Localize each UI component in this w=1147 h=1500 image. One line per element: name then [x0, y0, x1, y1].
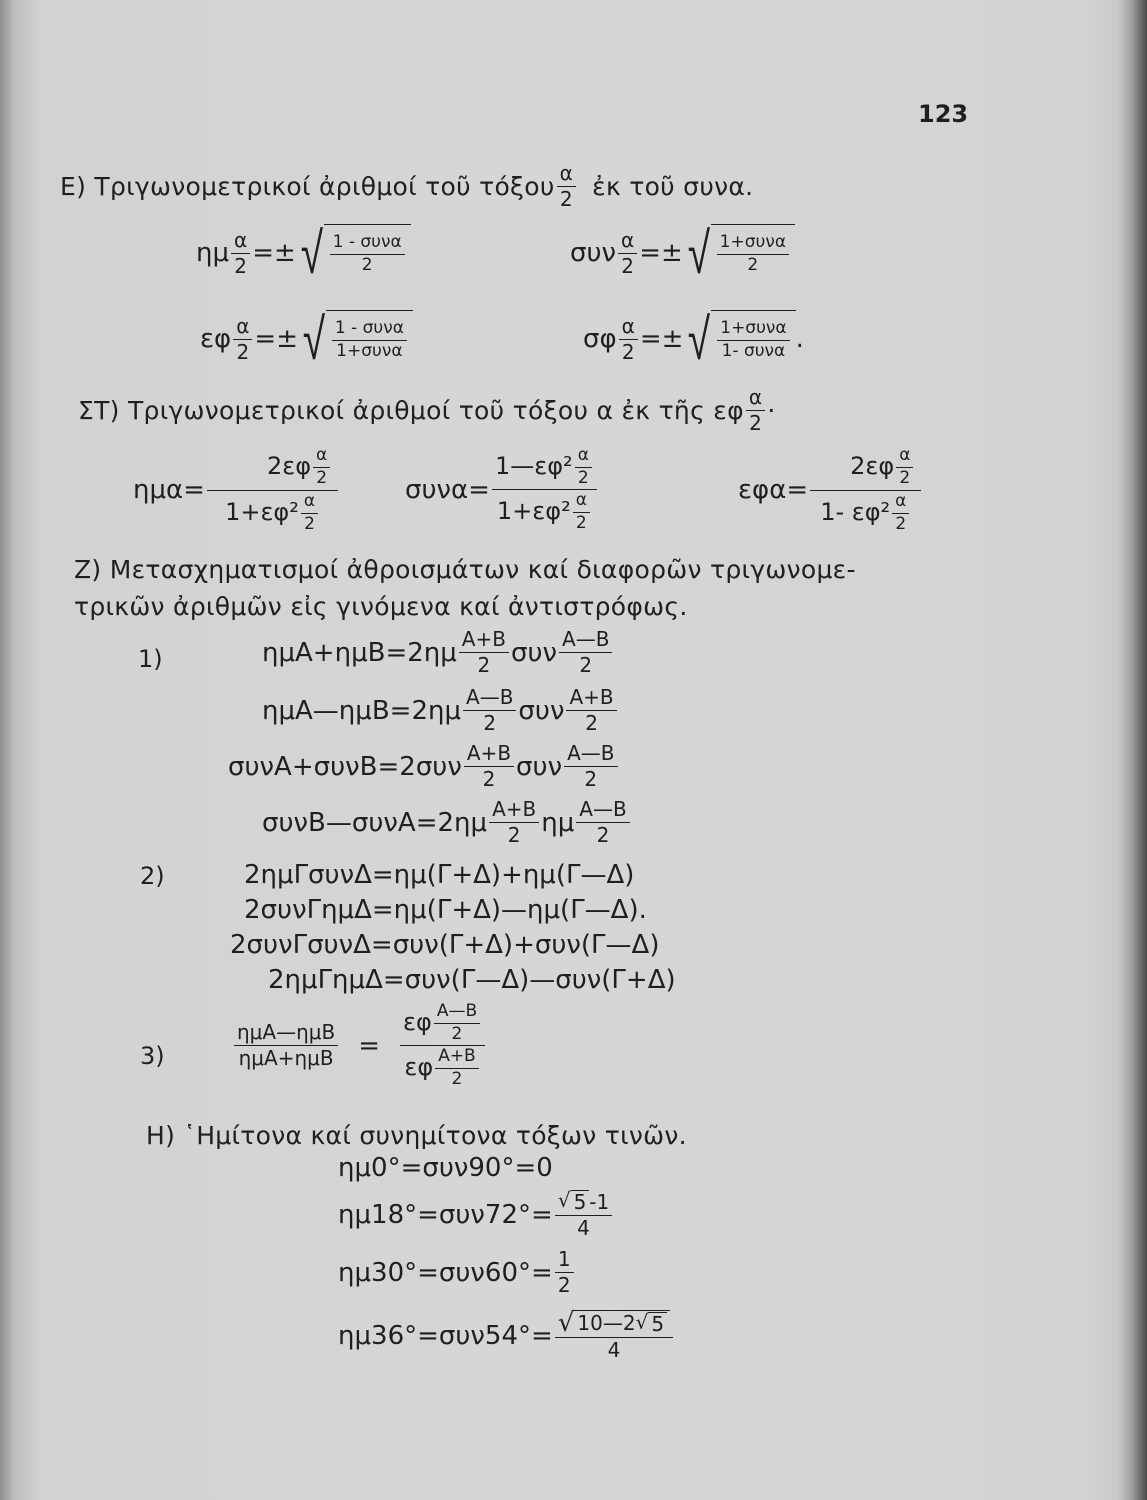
section-st-frac-num: α	[746, 386, 765, 411]
formula-mid: συν	[518, 695, 565, 726]
product-formula-1: 2ημΓσυνΔ=ημ(Γ+Δ)+ημ(Γ—Δ)	[244, 860, 635, 890]
radicand: 5	[571, 1190, 590, 1214]
frac-den: 2	[316, 467, 328, 488]
period: .	[795, 324, 804, 354]
frac-den: 4	[607, 1338, 621, 1362]
plus-minus: =±	[254, 324, 298, 354]
special-value-36	[338, 1310, 675, 1362]
formula-mid: συν	[510, 637, 558, 668]
formula-lhs: συνA+συνB=2συν	[228, 751, 462, 782]
left-fraction	[234, 1021, 338, 1070]
formula-sin-half	[196, 219, 411, 287]
frac-num: α	[896, 446, 913, 468]
radicand-den: 2	[747, 255, 759, 275]
sum-formula-3	[228, 742, 620, 791]
formula-lhs: ημ36°=συν54°=	[338, 1321, 553, 1351]
tan-ratio-formula	[232, 1002, 487, 1089]
radicand: 5	[648, 1312, 667, 1336]
frac-den: 2	[621, 339, 635, 364]
formula-cos-a	[405, 446, 599, 533]
radicand-num: 1 - συνα	[330, 233, 405, 255]
formula-lhs: ημA+ημB=2ημ	[262, 637, 457, 668]
radical-sign: √	[687, 219, 710, 287]
special-value-18	[338, 1190, 614, 1240]
frac-num: A+B	[566, 686, 616, 711]
radical-sign: √	[302, 305, 326, 373]
radical-sign: √	[557, 1188, 571, 1212]
formula-lhs: συνα=	[405, 474, 490, 505]
special-value-30	[338, 1248, 576, 1297]
main-fraction	[810, 446, 921, 534]
frac-num: α	[301, 492, 318, 514]
radical-sign: √	[300, 219, 323, 287]
formula-lhs: ημα=	[133, 475, 205, 506]
frac-num: α	[313, 446, 330, 468]
radicand-den: 1+συνα	[336, 341, 403, 361]
numerator-text: 2εφ	[266, 452, 312, 481]
formula-tan-a	[738, 446, 923, 534]
sum-formula-1	[262, 628, 614, 677]
frac-den: 2	[483, 711, 497, 735]
product-formula-3: 2συνΓσυνΔ=συν(Γ+Δ)+συν(Γ—Δ)	[230, 930, 660, 960]
value-fraction	[555, 1248, 574, 1297]
radicand-inner: 10—2	[577, 1311, 636, 1335]
formula-sin-a	[133, 446, 340, 534]
formula-tan-half	[200, 305, 413, 373]
tan-text: εφ	[404, 1053, 434, 1082]
formula-lhs: ημ30°=συν60°=	[338, 1257, 553, 1288]
frac-den: 2	[584, 767, 598, 791]
half-fraction	[618, 229, 637, 278]
frac-den: 2	[621, 253, 634, 278]
radicand-fraction	[330, 233, 405, 275]
frac-den: 2	[596, 823, 610, 847]
frac-den: 2	[577, 467, 589, 488]
item-label-3: 3)	[140, 1042, 165, 1070]
page-number: 123	[918, 100, 969, 128]
radicand-den: 2	[361, 255, 373, 275]
product-formula-4: 2ημΓημΔ=συν(Γ—Δ)—συν(Γ+Δ)	[268, 965, 676, 995]
section-st-prefix: ΣΤ) Τριγωνομετρικοί ἀριθμοί τοῦ τόξου α ἐκ τῆς εφ	[78, 396, 744, 425]
frac-num: A—B	[564, 742, 617, 767]
square-root	[298, 305, 413, 373]
frac-den: 2	[575, 512, 587, 533]
square-root	[683, 305, 795, 373]
formula-lhs: εφ	[200, 324, 232, 354]
frac-den: 2	[304, 513, 315, 534]
denominator-text: 1+εφ²	[496, 497, 571, 526]
section-e-fraction	[557, 162, 576, 211]
frac-num: α	[892, 492, 909, 514]
numerator-text: 1—εφ²	[494, 452, 573, 481]
frac-num: 1	[555, 1248, 574, 1273]
frac-num: A—B	[434, 1002, 480, 1024]
main-fraction	[492, 446, 597, 533]
formula-lhs: ημ	[196, 238, 230, 268]
frac-den: 2	[482, 767, 496, 791]
frac-num: A+B	[435, 1047, 479, 1069]
frac-den: 2	[234, 253, 247, 278]
formula-lhs: εφα=	[738, 475, 809, 506]
section-e-suffix: ἐκ τοῦ συνα.	[592, 172, 754, 201]
sum-formula-4	[262, 798, 632, 847]
frac-den: 2	[895, 513, 907, 534]
radicand-den: 1- συνα	[721, 341, 786, 361]
left-den: ημA+ημB	[238, 1046, 334, 1071]
plus-minus: =±	[639, 324, 684, 354]
square-root	[296, 219, 411, 287]
section-z-line-1: Ζ) Μετασχηματισμοί ἀθροισμάτων καί διαφορῶν τριγωνομε-	[74, 555, 856, 584]
section-st-fraction	[746, 386, 765, 435]
frac-den: 2	[477, 653, 491, 677]
section-st-frac-den: 2	[749, 411, 763, 435]
frac-num: α	[231, 229, 250, 254]
radicand-fraction	[717, 233, 789, 275]
num-tail: -1	[589, 1189, 610, 1214]
section-e-frac-num: α	[557, 162, 576, 187]
frac-den: 2	[451, 1023, 463, 1044]
frac-num: A—B	[576, 798, 629, 823]
section-e-prefix: Ε) Τριγωνομετρικοί ἀριθμοί τοῦ τόξου	[60, 172, 555, 201]
frac-den: 2	[557, 1273, 571, 1297]
formula-cos-half	[570, 219, 795, 287]
frac-num: A+B	[464, 742, 514, 767]
frac-num: α	[233, 315, 252, 340]
frac-num: α	[573, 491, 590, 513]
numerator-text: 2εφ	[850, 452, 895, 481]
product-formula-2: 2συνΓημΔ=ημ(Γ+Δ)—ημ(Γ—Δ).	[244, 895, 647, 925]
frac-den: 2	[585, 711, 598, 735]
formula-lhs: ημ18°=συν72°=	[338, 1200, 553, 1230]
frac-den: 2	[579, 653, 593, 677]
frac-num: A—B	[559, 628, 612, 653]
half-fraction	[231, 229, 250, 278]
formula-lhs: συν	[570, 238, 617, 268]
section-e-frac-den: 2	[559, 187, 573, 211]
radical-sign: √	[635, 1309, 649, 1334]
frac-den: 2	[236, 339, 250, 364]
item-label-1: 1)	[138, 645, 163, 673]
half-fraction	[233, 315, 252, 364]
half-fraction	[619, 315, 638, 364]
plus-minus: =±	[639, 238, 683, 268]
frac-num: A+B	[489, 798, 539, 823]
equals-sign: =	[358, 1030, 380, 1061]
frac-den: 2	[899, 467, 911, 488]
radicand-fraction	[717, 319, 789, 361]
formula-mid: συν	[516, 751, 563, 782]
left-num: ημA—ημB	[234, 1021, 338, 1046]
section-h-heading: Η) ῾Ημίτονα καί συνημίτονα τόξων τινῶν.	[146, 1121, 687, 1150]
section-st-suffix: ·	[767, 396, 776, 425]
formula-lhs: σφ	[583, 324, 617, 354]
formula-cot-half	[583, 305, 804, 373]
square-root	[683, 219, 795, 287]
section-st-heading	[78, 386, 776, 435]
item-label-2: 2)	[140, 862, 165, 890]
right-fraction	[400, 1002, 485, 1089]
denominator-text: 1- εφ²	[820, 498, 891, 527]
tan-text: εφ	[403, 1008, 432, 1037]
frac-den: 2	[451, 1068, 463, 1089]
section-e-heading	[60, 162, 753, 211]
value-fraction	[555, 1310, 673, 1362]
frac-num: α	[619, 315, 638, 340]
formula-lhs: συνB—συνA=2ημ	[262, 807, 488, 838]
radical-sign: √	[688, 305, 711, 373]
section-z-line-2: τρικῶν ἀριθμῶν εἰς γινόμενα καί ἀντιστρόφως.	[74, 592, 688, 621]
frac-num: A—B	[463, 686, 516, 711]
frac-num: A+B	[459, 628, 509, 653]
radicand-num: 1+συνα	[717, 319, 789, 341]
radicand-num: 1 - συνα	[332, 319, 407, 341]
frac-den: 4	[577, 1216, 590, 1240]
sum-formula-2	[262, 686, 619, 735]
plus-minus: =±	[252, 238, 296, 268]
formula-mid: ημ	[541, 807, 575, 838]
radicand-fraction	[332, 319, 407, 361]
value-fraction	[555, 1190, 612, 1240]
frac-den: 2	[507, 823, 521, 847]
special-value-0: ημ0°=συν90°=0	[338, 1153, 553, 1183]
denominator-text: 1+εφ²	[225, 498, 299, 527]
frac-num: α	[575, 446, 592, 468]
formula-lhs: ημA—ημB=2ημ	[262, 695, 462, 726]
radicand-num: 1+συνα	[717, 233, 789, 255]
main-fraction	[207, 446, 338, 534]
radical-sign: √	[557, 1308, 575, 1338]
frac-num: α	[618, 229, 637, 254]
